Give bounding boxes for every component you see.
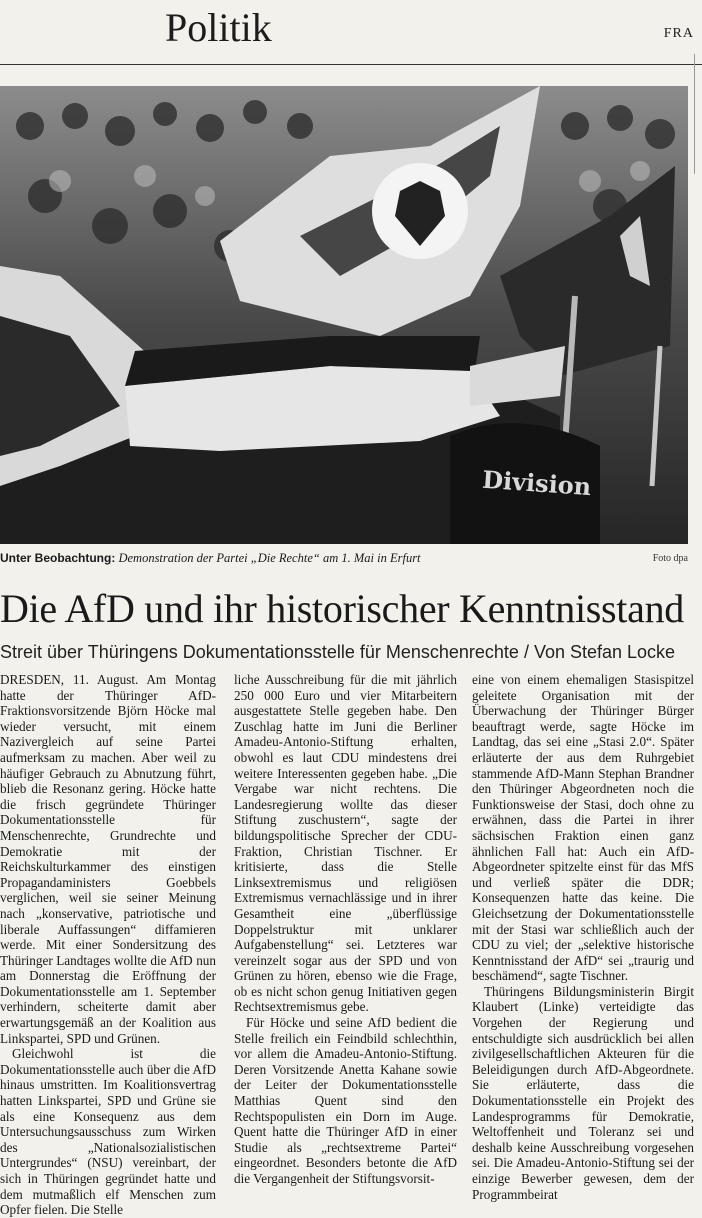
paragraph: DRESDEN, 11. August. Am Montag hatte der Thüringer AfD-Fraktionsvorsitzende Björn Höcke mal wieder versucht, mit einem Nazivergleich auf seine Partei aufmerksam zu machen. Aber weil zu häufiger Gebrauch zu Abnutzung führt, blieb die Resonanz gering. Höcke hatte die frisch gegründete Thüringer Dokumentationsstelle für Menschenrechte, Grundrechte und Demokratie mit der Reichskulturkammer des einstigen Propagandaministers Goebbels verglichen, weil sie seiner Meinung nach „konservative, patriotische und liberale Auffassungen“ diffamieren werde. Mit einer Sondersitzung des Thüringer Landtages wollte die AfD nun am Donnerstag die Eröffnung der Dokumentationsstelle am 1. September verhindern, scheiterte damit aber erwartungsgemäß an der Koalition aus Linkspartei, SPD und Grünen.	[0, 672, 216, 1046]
shirt-text: Division	[481, 464, 593, 502]
page-fold-line	[694, 54, 695, 174]
paragraph: Für Höcke und seine AfD bedient die Stelle freilich ein Feindbild schlechthin, vor allem die Amadeu-Antonio-Stiftung. Deren Vorsitzende Anetta Kahane sowie der Leiter der Dokumentationsstelle Matthias Quent sind den Rechtspopulisten ein Dorn im Auge. Quent hatte die Thüringer AfD in einer Studie als „rechtsextreme Partei“ eingeordnet. Besonders betonte die AfD die Vergangenheit der Stiftungsvorsit-	[234, 1015, 457, 1186]
section-rule	[0, 64, 702, 65]
paragraph: Gleichwohl ist die Dokumentationsstelle auch über die AfD hinaus umstritten. Im Koalitionsvertrag hatten Linkspartei, SPD und Grüne sie als eine Konsequenz aus dem Untersuchungsausschuss zum Wirken des „Nationalsozialistischen Untergrundes“ (NSU) vereinbart, der sich in Thüringen gegründet hatte und dem mutmaßlich elf Menschen zum Opfer fielen. Die Stelle	[0, 1046, 216, 1218]
article-column-3	[472, 672, 694, 1202]
caption-lead: Unter Beobachtung:	[0, 551, 116, 565]
caption-text: Demonstration der Partei „Die Rechte“ am 1. Mai in Erfurt	[118, 551, 421, 565]
article-column-2	[234, 672, 457, 1187]
article-column-1	[0, 672, 216, 1218]
news-photo	[0, 86, 688, 544]
photo-caption	[0, 550, 688, 566]
photo-credit: Foto dpa	[652, 553, 688, 564]
paragraph: Thüringens Bildungsministerin Birgit Klaubert (Linke) verteidigte das Vorgehen der Regierung und entschuldigte sich ausdrücklich bei allen zivilgesellschaftlichen Akteuren für die Beleidigungen durch AfD-Abgeordnete. Sie erläuterte, dass die Dokumentationsstelle ein Projekt des Landesprogramms für Demokratie, Weltoffenheit und Toleranz sei und deshalb keine Ausschreibung vorgesehen sei. Die Amadeu-Antonio-Stiftung sei der einzige Bewerber gewesen, dem der Programmbeirat	[472, 983, 694, 1202]
section-title: Politik	[165, 5, 272, 50]
article-subheadline: Streit über Thüringens Dokumentationsstelle für Menschenrechte / Von Stefan Locke	[0, 642, 676, 662]
article-headline: Die AfD und ihr historischer Kenntnisstand	[0, 586, 684, 631]
masthead-fragment: FRA	[663, 26, 694, 41]
paragraph: eine von einem ehemaligen Stasispitzel geleitete Organisation mit der Überwachung der Thüringer Bürger beauftragt werde, sagte Höcke im Landtag, das sei eine „Stasi 2.0“. Später erläuterte der aus dem Ruhrgebiet stammende AfD-Mann Stephan Brandner den Thüringer Abgeordneten noch die Funktionsweise der Stasi, doch ohne zu erwähnen, dass die Partei in ihrer sächsischen Fraktion einen ganz ähnlichen Fall hat: Auch ein AfD-Abgeordneter spitzelte einst für das MfS und verließ später die DDR; Konsequenzen hatte das keine. Die Gleichsetzung der Dokumentationsstelle mit der Stasi war schließlich auch der CDU zu viel; der „selektive historische Kenntnisstand der AfD“ sei „traurig und beschämend“, sagte Tischner.	[472, 672, 694, 984]
paragraph: liche Ausschreibung für die mit jährlich 250 000 Euro und vier Mitarbeitern ausgestattete Stelle gegeben habe. Den Zuschlag hatte im Juni die Berliner Amadeu-Antonio-Stiftung erhalten, obwohl es laut CDU mindestens drei weitere Interessenten gegeben habe. „Die Vergabe war nicht rechtens. Die Landesregierung wollte das dieser Stiftung zuschustern“, sagte der bildungspolitische Sprecher der CDU-Fraktion, Christian Tischner. Er kritisierte, dass die Stelle Linksextremismus und religiösen Extremismus vernachlässige und in ihrer Gesamtheit eine „überflüssige Doppelstruktur mit unklarer Aufgabenstellung“ sei. Letzteres war vereinzelt sogar aus der SPD und von Grünen zu hören, ebenso wie die Frage, ob es nicht schon genug Initiativen gegen Rechtsextremismus gebe.	[234, 672, 457, 1015]
